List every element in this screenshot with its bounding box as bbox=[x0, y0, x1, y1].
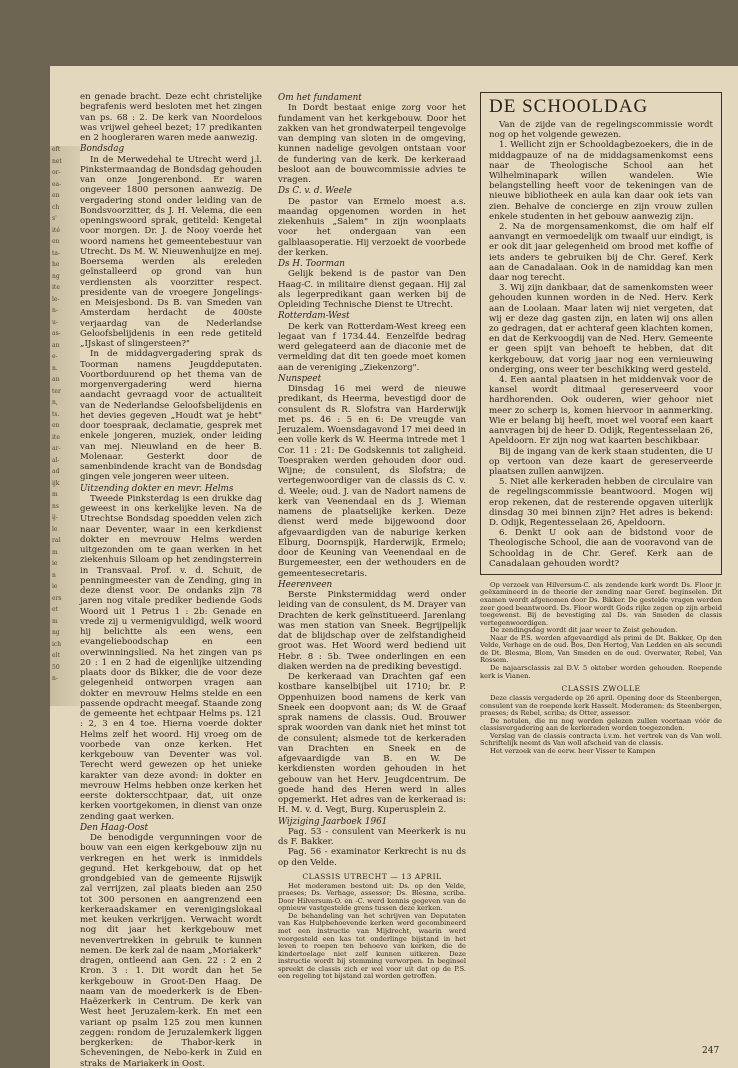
section-heading: Om het fundament bbox=[278, 93, 362, 103]
section-heading: Ds C. v. d. Weele bbox=[278, 186, 352, 197]
fragment-text: n- bbox=[52, 307, 58, 314]
section-heading: Uitzending dokter en mevr. Helms bbox=[80, 483, 234, 494]
fragment-text: ie bbox=[52, 583, 58, 590]
paragraph: De benodigde vergunningen voor de bouw van een eigen kerkgebouw zijn nu verkregen en het werk is inmiddels gegund. Het kerkgebouw, dat op het grondgebied van de gemeente Rijswijk zal verrijzen, zal plaats bieden aan 250 tot 300 personen en aangrenzend een kerkeraadskamer en verenigingslokaal met keuken verkrijgen. Verwacht wordt nog dit jaar het kerkgebouw met nevenvertrekken in gebruik te kunnen nemen. De kerk zal de naam „Moriakerk" dragen, ontleend aan Gen. 22 : 2 en 2 Kron. 3 : 1. Dit wordt dan het 5e kerkgebouw in Groot-Den Haag. De naam van de moederkerk is de Eben-Haëzerkerk in Centrum. De kerk van West heet Jeruzalem-kerk. En met een variant op psalm 125 zou men kunnen zeggen: rondom de Jeruzalemkerk liggen bergkerken: de Thabor-kerk in Scheveningen, de Nebo-kerk in Zuid en straks de Mariakerk in Oost. bbox=[80, 833, 262, 1068]
fragment-text: ijk bbox=[52, 479, 60, 487]
fragment-text: e- bbox=[52, 353, 58, 360]
small-print bbox=[278, 883, 466, 913]
fragment-text: ta- bbox=[52, 249, 61, 257]
fragment-text: n. bbox=[52, 364, 58, 372]
fragment-text: et bbox=[52, 606, 58, 613]
box-paragraph: 5. Niet alle kerkeraden hebben de circulaire van de regelingscommissie beantwoord. Mogen wij erop rekenen, dat de resterende opgaven uiterlijk dinsdag 30 mei binnen zijn? Het adres is bekend: D. Odijk, Regentesselaan 26, Apeldoorn. bbox=[489, 477, 713, 528]
fragment-text: al- bbox=[52, 456, 60, 464]
fragment-text: s' bbox=[52, 215, 57, 222]
paragraph: De kerkeraad van Drachten gaf een kostbare kanselbijbel uit 1710; br. P. Oppenhuizen bood namens de kerk van Sneek een doopvont aan; ds W. de Graaf sprak namens de classis. Oud. Brouwer sprak woorden van dank niet het minst tot de consulent; alsmede tot de kerkeraden van Drachten en Sneek en de afgevaardigde van B. en W. De kerkdiensten worden gehouden in het gebouw van het Herv. Jeugdcentrum. De goede hand des Heren werd in alles opgemerkt. Het adres van de kerkeraad is: H. M. v. d. Vegt, Burg. Kuperusplein 2. bbox=[278, 672, 466, 816]
column-right-reports bbox=[480, 582, 722, 755]
paragraph: In de Merwedehal te Utrecht werd j.l. Pinkstermaandag de Bondsdag gehouden van onze Jongerenbond. Er waren ongeveer 1800 personen aanwezig. De vergadering stond onder leiding van de Bondsvoorzitter, ds J. H. Velema, die een openingswoord sprak, getiteld: Kengetal voor morgen. Dr. J. de Nooy voerde het woord namens het gemeentebestuur van Utrecht. Ds M. W. Nieuwenhuijze en mej. Boersema werden als ereleden geïnstalleerd op grond van hun verdiensten als voorzitter respect. presidente van de vroegere Jongelings- en Meisjesbond. Ds B. van Smeden van Amsterdam herdacht de 400ste verjaardag van de Nederlandse Geloofsbelijdenis in een rede getiteld „IJskast of slingersteen?" bbox=[80, 154, 262, 349]
column-middle bbox=[278, 92, 466, 981]
fragment-text: en bbox=[52, 192, 60, 199]
fragment-text: ng bbox=[52, 272, 60, 280]
fragment-text: ité bbox=[52, 226, 60, 234]
fragment-text: m bbox=[52, 548, 58, 556]
fragment-text: elt bbox=[52, 652, 60, 659]
box-title: DE SCHOOLDAG bbox=[489, 96, 649, 117]
section-heading: Wijziging Jaarboek 1961 bbox=[278, 816, 388, 827]
report-heading: CLASSIS ZWOLLE bbox=[561, 684, 641, 694]
small-print bbox=[480, 582, 722, 627]
paragraph: De kerk van Rotterdam-West kreeg een legaat van f 1734.44. Eenzelfde bedrag werd gelegateerd aan de diaconie met de vermelding dat dit ten goede moet komen aan de vereniging „Ziekenzorg". bbox=[278, 321, 466, 373]
box-paragraph: 1. Wellicht zijn er Schooldagbezoekers, die in de middagpauze of na de middagsamenkomst eens naar de Theologische School aan het Wilhelminapark willen wandelen. Wie belangstelling heeft voor de tekeningen van de nieuwe bibliotheek en aula kan daar ook iets van zien. Behalve de concierge en zijn vrouw zullen enkele studenten in het gebouw aanwezig zijn. bbox=[489, 140, 713, 222]
fragment-text: m bbox=[52, 491, 58, 498]
paragraph: Het verzoek van de eerw. heer Visser te Kampen bbox=[490, 746, 656, 755]
box-body bbox=[489, 120, 713, 569]
fragment-text: ch bbox=[52, 203, 60, 211]
fragment-text: en bbox=[52, 422, 60, 429]
paragraph: De notulen, die nu nog worden gelezen zullen voortaan vóór de classisvergadering aan de kerkeraden worden toegezonden. bbox=[480, 716, 722, 733]
paragraph: De behandeling van het schrijven van Deputaten van Kas Hulpbehoevende kerken werd gecombineerd met een instructie van Mijdrecht, waarin werd voorgesteld een kas tot onderlinge bijstand in het leven te roepen ten behoeve van kerken, die de kindertoelage niet zelf kunnen uitkeren. Deze instructie wordt bij stemming verworpen. In beginsel spreekt de classis zich er wel voor uit dat op de P.S. een regeling tot bijstand zal worden getroffen. bbox=[278, 911, 466, 981]
small-print bbox=[480, 695, 722, 718]
fragment-text: ea- bbox=[52, 180, 62, 188]
fragment-text: ng bbox=[52, 629, 60, 636]
fragment-text: an bbox=[52, 376, 60, 383]
fragment-text: ij- bbox=[52, 514, 58, 521]
fragment-text: le bbox=[52, 525, 58, 533]
section-heading: Heerenveen bbox=[278, 579, 333, 590]
fragment-text: m bbox=[52, 617, 58, 625]
document-page bbox=[50, 66, 738, 1068]
column-right bbox=[480, 92, 722, 755]
box-paragraph: 3. Wij zijn dankbaar, dat de samenkomsten weer gehouden kunnen worden in de Ned. Herv. Kerk aan de Loolaan. Maar laten wij niet vergeten, dat wij er deze dag gasten zijn, en laten wij ons allen zo gedragen, dat er achteraf geen klachten komen, en dat de Kerkvoogdij van de Ned. Herv. Gemeente er geen spijt van behoeft te hebben, dat dit kerkgebouw, dat vorig jaar nog een vernieuwing onderging, ons weer ter beschikking werd gesteld. bbox=[489, 283, 713, 375]
fragment-text: le- bbox=[52, 295, 60, 303]
fragment-text: n- bbox=[52, 675, 58, 682]
fragment-text: ie bbox=[52, 560, 58, 567]
fragment-text: ns bbox=[52, 502, 59, 510]
small-print bbox=[480, 665, 722, 680]
paragraph: Op verzoek van Hilversum-C. als zendende kerk wordt Ds. Floor jr. geëxamineerd in de theorie der zending naar Geref. beginselen. Dit examen wordt afgenomen door Ds. Bikker. De gestelde vragen werden zeer goed beantwoord. Ds. Floor wordt Gods rijke zegen op zijn arbeid toegewenst. Bij de bevestiging zal Ds. van Smeden de classis vertegenwoordigen. bbox=[480, 580, 722, 627]
section-heading: Den Haag-Oost bbox=[80, 822, 149, 833]
paragraph: De pastor van Ermelo moest a.s. maandag opgenomen worden in het ziekenhuis „Salem" in zijn woonplaats voor het ondergaan van een galblaasoperatie. Hij verzoekt de voorbede der kerken. bbox=[278, 196, 466, 258]
paragraph: Dinsdag 16 mei werd de nieuwe predikant, ds Heerma, bevestigd door de consulent ds R. Slofstra van Harderwijk met ps. 46 : 5 en 6: De vreugde van Jeruzalem. Woensdagavond 17 mei deed in een volle kerk ds W. Heerma intrede met 1 Cor. 11 : 21: De Godskennis tot zaligheid. Toespraken werden gehouden door oud. Wijne; de consulent, ds Slofstra; de vertegenwoordiger van de classis ds C. v. d. Weele; oud. J. van de Nadort namens de kerk van Veenendaal en ds J. Wieman namens de plaatselijke kerken. Deze dienst werd mede bijgewoond door afgevaardigden van de naburige kerken Elburg, Doornspijk, Harderwijk, Ermelo; door de Keuning van Veenendaal en de Burgemeester, een der wethouders en de gemeentesecretaris. bbox=[278, 384, 466, 579]
fragment-text: n bbox=[52, 571, 56, 579]
fragment-text: en bbox=[52, 238, 60, 245]
small-print bbox=[480, 718, 722, 733]
paragraph: Tweede Pinksterdag is een drukke dag geweest in ons kerkelijke leven. Na de Utrechtse Bondsdag spoedden velen zich naar Deventer, waar in een kerkdienst dokter en mevrouw Helms werden uitgezonden om te gaan werken in het ziekenhuis Siloam op het zendingsterrein in Transvaal. Prof. v. d. Schuit, de penningmeester van de Zending, ging in deze dienst voor. De ondanks zijn 78 jaren nog vitale prediker bediende Gods Woord uit 1 Petrus 1 : 2b: Genade en vrede zij u vermenigvuldigd, welk woord hij belichtte als een wens, een evangelieboodschap en een overwinningslied. Na het zingen van ps 20 : 1 en 2 had de eigenlijke uitzending plaats door ds Bikker, die de voor deze gelegenheid ontworpen vragen aan dokter en mevrouw Helms stelde en een passende opdracht meegaf. Staande zong de gemeente het echtpaar Helms ps. 121 : 2, 3 en 4 toe. Hierna voerde dokter Helms zelf het woord. Hij vroeg om de voorbede van onze kerken. Het kerkgebouw van Deventer was vol. Terecht werd gewezen op het unieke karakter van deze avond: in dokter en mevrouw Helms hebben onze kerken het eerste dokterscchtpaar, dat, uit onze kerken voortgekomen, in dienst van onze zending gaat werken. bbox=[80, 493, 262, 822]
box-paragraph: 4. Een aantal plaatsen in het middenvak voor de kansel wordt ditmaal gereserveerd voor hardhorenden. Ook ouderen, wier gehoor niet meer zo scherp is, komen hiervoor in aanmerking. Wie er belang bij heeft, moet wel vooraf een kaart aanvragen bij de heer D. Odijk, Regentesselaan 26, Apeldoorn. Er zijn nog wat kaarten beschikbaar. bbox=[489, 375, 713, 447]
fragment-text: ite bbox=[52, 433, 60, 441]
paragraph: In de middagvergadering sprak ds Toorman namens Jeugddeputaten. Voortborduurend op het thema van de morgenvergadering werd hierna aandacht gevraagd voor de actualiteit van de Nederlandse Geloofsbelijdenis en het devies gegeven „Houdt wat je hebt" door toespraak, declamatie, gesprek met enkele jongeren, muziek, onder leiding van mej. Nieuwland en de heer B. Molenaar. Gesterkt door de samenbindende kracht van de Bondsdag gingen vele jongeren weer uiteen. bbox=[80, 349, 262, 483]
fragment-text: eft bbox=[52, 146, 61, 153]
fragment-text: u- bbox=[52, 318, 58, 326]
box-paragraph: Bij de ingang van de kerk staan studenten, die U op vertoon van deze kaart de gereserveerde plaatsen zullen aanwijzen. bbox=[489, 446, 713, 477]
paragraph: In Dordt bestaat enige zorg voor het fundament van het kerkgebouw. Door het zakken van het grondwaterpeil tengevolge van demping van sloten in de omgeving, kunnen nadelige gevolgen ontstaan voor de fundering van de kerk. De kerkeraad besloot aan de bouwcommissie advies te vragen. bbox=[278, 103, 466, 185]
paragraph: Pag. 56 - examinator Kerkrecht is nu ds op den Velde. bbox=[278, 847, 466, 868]
fragment-text: net bbox=[52, 157, 62, 165]
column-left bbox=[80, 92, 262, 1068]
schooldag-box bbox=[480, 92, 722, 575]
page-number: 247 bbox=[702, 1046, 720, 1056]
box-paragraph: 2. Na de morgensamenkomst, die om half elf aanvangt en vermoedelijk om twaalf uur eindigt, is er ook dit jaar gelegenheid om brood met koffie of iets anders te gebruiken bij de Chr. Geref. Kerk aan de Canadalaan. Ook in de namiddag kan men daar nog terecht. bbox=[489, 222, 713, 284]
section-heading: Bondsdag bbox=[80, 144, 125, 155]
fragment-text: ich bbox=[52, 640, 62, 648]
fragment-text: he bbox=[52, 261, 60, 268]
fragment-text: ral bbox=[52, 537, 61, 544]
report-heading: CLASSIS UTRECHT — 13 APRIL bbox=[302, 871, 442, 881]
fragment-text: ts. bbox=[52, 410, 60, 418]
paragraph: Verslag van de classis contracta i.v.m. het vertrek van ds Van woll. Schriftelijk neemt ds Van woll afscheid van de classis. bbox=[480, 731, 722, 748]
paragraph: Berste Pinkstermiddag werd onder leiding van de consulent, ds M. Drayer van Drachten de kerk geïnstitueerd. Jarenlang was men station van Sneek. Begrijpelijk dat de blijdschap over de zelfstandigheid groot was. Het Woord werd bediend uit Hebr. 8 : 5b. Twee onderlingen en een diaken werden na de prediking bevestigd. bbox=[278, 590, 466, 672]
box-paragraph: 6. Denkt U ook aan de bidstond voor de Theologische School, die aan de vooravond van de Schooldag in de Chr. Geref. Kerk aan de Canadalaan gehouden wordt? bbox=[489, 528, 713, 569]
paragraph: Naar de P.S. worden afgevaardigd als primi de Dt. Bakker, Op den Velde, Verhage en de oud. Bos, Den Hertog, Van Ledden en als secundi de Dt. Blesma, Blom, Van Smeden en de oud. Overwater, Rebel, Van Rossem. bbox=[480, 633, 722, 665]
paragraph: De najaarsclassis zal D.V. 5 oktober worden gehouden. Roepende kerk is Vianen. bbox=[480, 663, 722, 680]
section-heading: Rotterdam-West bbox=[278, 311, 350, 322]
fragment-text: 50 bbox=[52, 663, 60, 671]
fragment-text: as- bbox=[52, 330, 61, 337]
fragment-text: ad bbox=[52, 468, 60, 475]
box-paragraph: Van de zijde van de regelingscommissie wordt nog op het volgende gewezen. bbox=[489, 120, 713, 141]
fragment-text: ers bbox=[52, 594, 62, 602]
section-heading: Ds H. Toorman bbox=[278, 259, 345, 269]
fragment-text: ter bbox=[52, 387, 61, 395]
paragraph: De zendingsdag wordt dit jaar weer te Zeist gehouden. bbox=[490, 626, 678, 635]
paragraph: Pag. 53 - consulent van Meerkerk is nu ds F. Bakker. bbox=[278, 826, 466, 847]
small-print bbox=[278, 913, 466, 981]
small-print bbox=[480, 748, 722, 756]
small-print bbox=[480, 635, 722, 665]
fragment-text: ite bbox=[52, 284, 60, 291]
fragment-text: an bbox=[52, 341, 60, 349]
section-heading: Nunspeet bbox=[278, 373, 322, 384]
small-print bbox=[480, 733, 722, 748]
fragment-text: n, bbox=[52, 399, 58, 406]
fragment-text: or- bbox=[52, 169, 61, 176]
paragraph: Gelijk bekend is de pastor van Den Haag-C. in militaire dienst gegaan. Hij zal als legerpredikant gaan werken bij de Opleiding Technische Dienst te Utrecht. bbox=[278, 269, 466, 310]
paragraph: Het moderamen bestond uit: Ds. op den Velde, praeses; Ds. Verhage, assessor; Ds. Blesma, scriba. Door Hilversum-O. en -C. werd kennis gegeven van de opnieuw vastgestelde grens tussen deze kerken. bbox=[278, 881, 466, 913]
paragraph: Deze classis vergaderde op 26 april. Opening door ds Steenbergen, consulent van de roepende kerk Hasselt. Moderamen: ds Steenbergen, praeses; ds Rebel, scriba; ds Otter, assessor. bbox=[480, 694, 722, 718]
fragment-text: ar- bbox=[52, 445, 61, 452]
paragraph: en genade bracht. Deze echt christelijke begrafenis werd besloten met het zingen van ps. 68 : 2. De kerk van Noordeloos was vrijwel geheel bezet; 17 predikanten en 2 hoogleraren waren mede aanwezig. bbox=[80, 92, 262, 143]
previous-page-fragment bbox=[50, 146, 80, 706]
